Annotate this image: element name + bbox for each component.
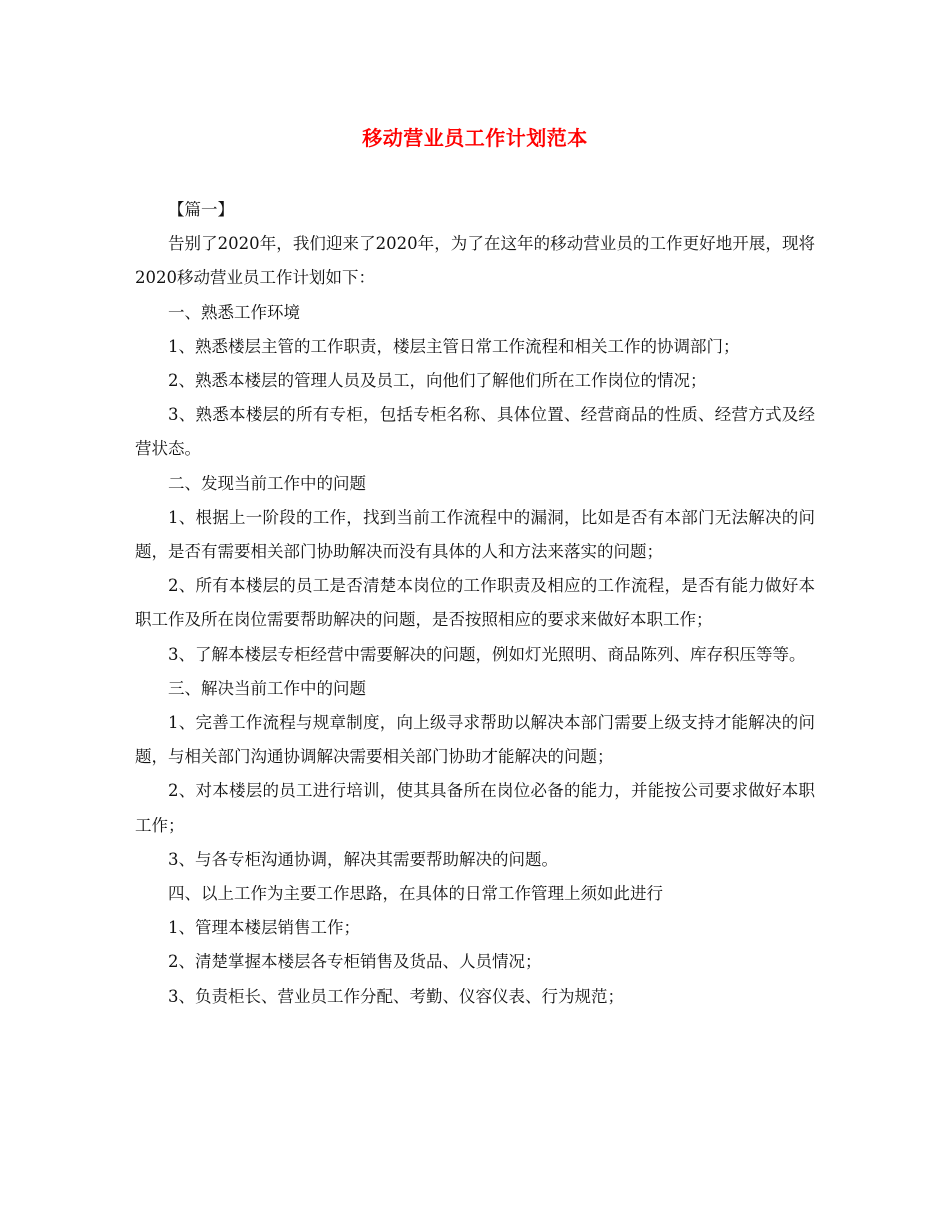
section-marker: 【篇一】 [168, 200, 234, 219]
list-item: 1、管理本楼层销售工作； [168, 918, 360, 938]
list-item: 1、熟悉楼层主管的工作职责，楼层主管日常工作流程和相关工作的协调部门； [168, 336, 740, 356]
intro-paragraph: 告别了2020年，我们迎来了2020年，为了在这年的移动营业员的工作更好地开展，现将2020移动营业员工作计划如下： [135, 234, 815, 288]
section-heading-1: 一、熟悉工作环境 [168, 302, 300, 322]
list-item: 3、与各专柜沟通协调，解决其需要帮助解决的问题。 [168, 849, 558, 869]
list-item: 2、清楚掌握本楼层各专柜销售及货品、人员情况； [168, 952, 542, 972]
section-heading-2: 二、发现当前工作中的问题 [168, 473, 366, 493]
document-body [135, 193, 815, 1014]
section-heading-3: 三、解决当前工作中的问题 [168, 678, 366, 698]
list-item: 1、根据上一阶段的工作，找到当前工作流程中的漏洞，比如是否有本部门无法解决的问题，是否有需要相关部门协助解决而没有具体的人和方法来落实的问题； [135, 507, 815, 562]
section-heading-4: 四、以上工作为主要工作思路，在具体的日常工作管理上须如此进行 [168, 884, 663, 904]
list-item: 1、完善工作流程与规章制度，向上级寻求帮助以解决本部门需要上级支持才能解决的问题，与相关部门沟通协调解决需要相关部门协助才能解决的问题； [135, 713, 815, 767]
list-item: 3、负责柜长、营业员工作分配、考勤、仪容仪表、行为规范； [168, 986, 624, 1006]
list-item: 3、了解本楼层专柜经营中需要解决的问题，例如灯光照明、商品陈列、库存积压等等。 [168, 644, 806, 664]
list-item: 2、熟悉本楼层的管理人员及员工，向他们了解他们所在工作岗位的情况； [168, 371, 707, 391]
list-item: 2、所有本楼层的员工是否清楚本岗位的工作职责及相应的工作流程，是否有能力做好本职工作及所在岗位需要帮助解决的问题，是否按照相应的要求来做好本职工作； [135, 576, 815, 630]
document-title: 移动营业员工作计划范本 [362, 126, 588, 150]
list-item: 2、对本楼层的员工进行培训，使其具备所在岗位必备的能力，并能按公司要求做好本职工作； [135, 781, 815, 835]
list-item: 3、熟悉本楼层的所有专柜，包括专柜名称、具体位置、经营商品的性质、经营方式及经营状态。 [135, 405, 815, 459]
